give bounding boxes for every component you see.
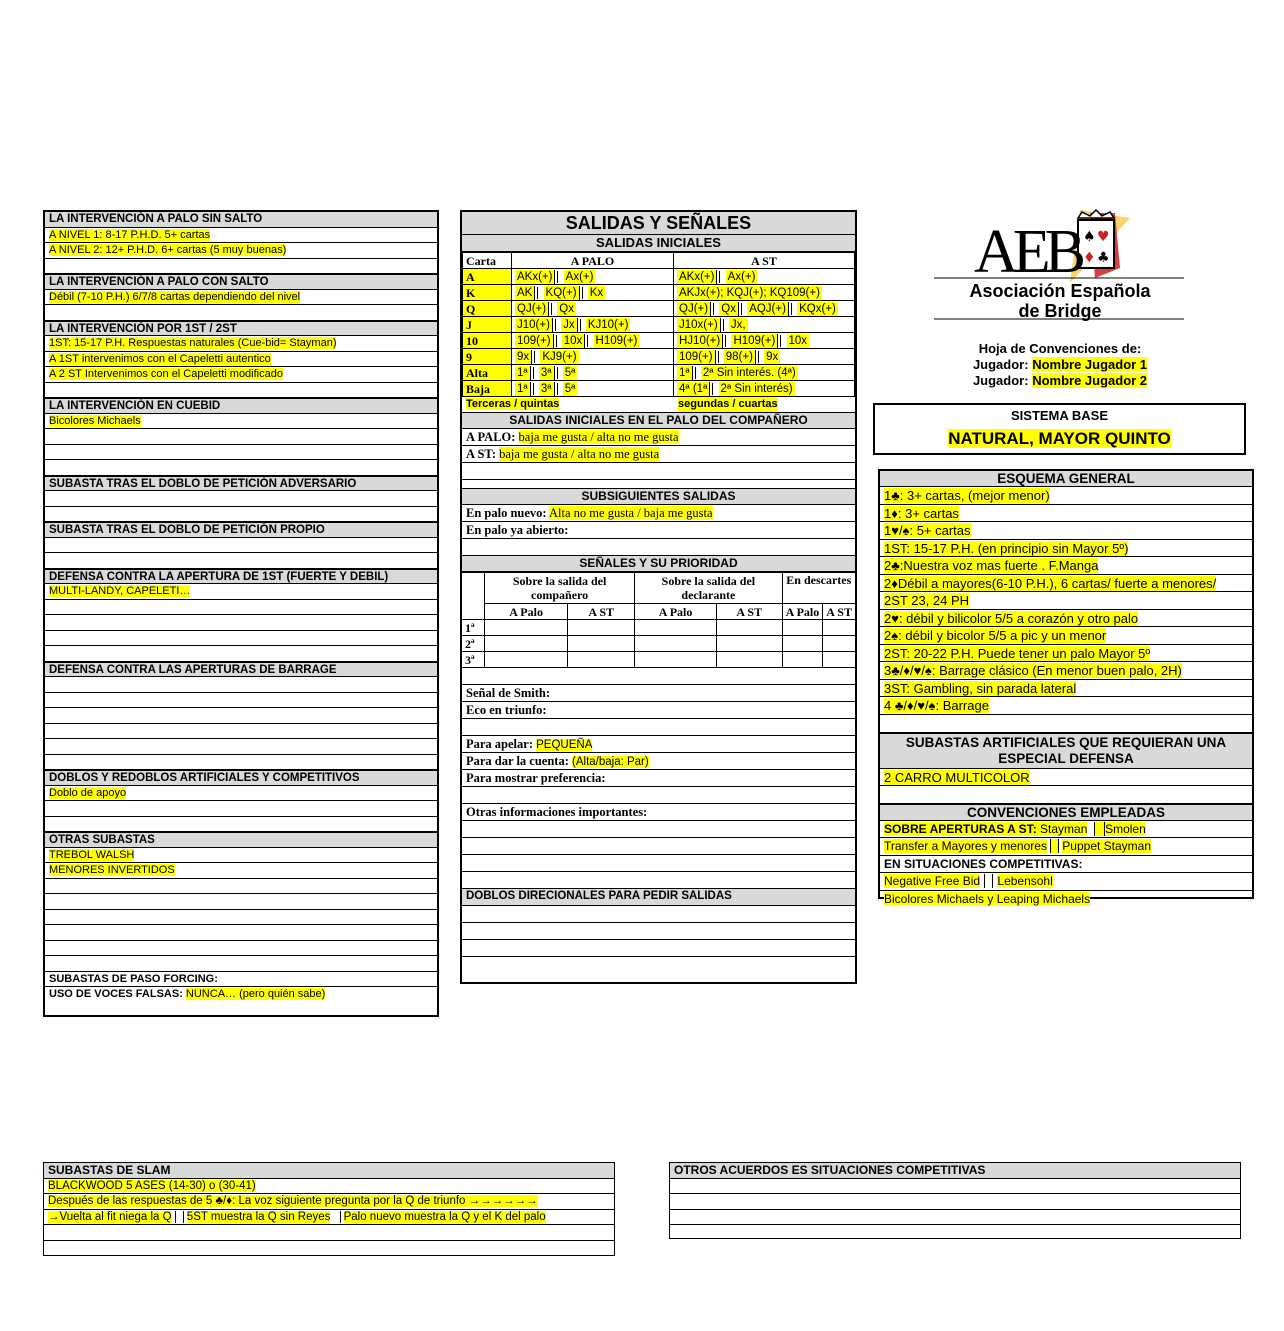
list-item: A NIVEL 1: 8-17 P.H.D. 5+ cartas (45, 228, 437, 244)
section-header: ESQUEMA GENERAL (880, 471, 1252, 487)
list-item: 2 CARRO MULTICOLOR (880, 769, 1252, 787)
otras-info-row: Otras informaciones importantes: (462, 804, 855, 821)
logo (930, 208, 1190, 328)
section-header: LA INTERVENCIÓN A PALO SIN SALTO (45, 212, 437, 228)
list-item: MULTI-LANDY, CAPELETI… (45, 584, 437, 600)
page-title: SALIDAS Y SEÑALES (462, 212, 855, 235)
section-header: SUBASTAS DE SLAM (44, 1163, 614, 1179)
list-item: 1♦: 3+ cartas (880, 505, 1252, 523)
competitivas-label: EN SITUACIONES COMPETITIVAS: (880, 856, 1252, 874)
table-row: J J10(+) Jx KJ10(+) J10x(+) Jx, (463, 317, 855, 333)
cuenta-row: Para dar la cuenta: (Alta/baja: Par) (462, 753, 855, 770)
svg-text:♦: ♦ (1083, 250, 1096, 266)
list-item: 1ST: 15-17 P.H. Respuestas naturales (Cue-bid= Stayman) (45, 336, 437, 352)
list-item: 4 ♣/♦/♥/♠: Barrage (880, 697, 1252, 715)
otros-acuerdos-box (669, 1162, 1241, 1239)
table-row: Alta 1ª 3ª 5ª 1ª 2ª Sin interés. (4ª) (463, 365, 855, 381)
list-item: Después de las respuestas de 5 ♣/♦: La voz siguiente pregunta por la Q de triunfo →→→→→→ (44, 1194, 614, 1210)
blank-row (45, 956, 437, 972)
section-header: OTROS ACUERDOS ES SITUACIONES COMPETITIVAS (670, 1163, 1240, 1179)
paso-forcing-label: SUBASTAS DE PASO FORCING: (45, 972, 437, 988)
blank-row (45, 553, 437, 569)
blank-row (45, 305, 437, 321)
blank-row (45, 491, 437, 507)
section-header: DEFENSA CONTRA LAS APERTURAS DE BARRAGE (45, 662, 437, 678)
sobre-st-row: SOBRE APERTURAS A ST: Stayman Smolen (880, 821, 1252, 839)
sistema-base-box: SISTEMA BASE NATURAL, MAYOR QUINTO (873, 403, 1246, 455)
a-st-row: A ST: baja me gusta / alta no me gusta (462, 446, 855, 463)
list-item: Doblo de apoyo (45, 786, 437, 802)
player-info: Hoja de Convenciones de: Jugador: Nombre Jugador 1 Jugador: Nombre Jugador 2 (972, 341, 1148, 388)
list-item: A NIVEL 2: 12+ P.H.D. 6+ cartas (5 muy buenas) (45, 243, 437, 259)
sig-header: Sobre la salida del compañero (485, 573, 635, 604)
table-row: Baja 1ª 3ª 5ª 4ª (1ª 2ª Sin interés) (463, 381, 855, 397)
blank-row (45, 941, 437, 957)
section-header: SALIDAS INICIALES EN EL PALO DEL COMPAÑERO (462, 413, 855, 429)
section-header: CONVENCIONES EMPLEADAS (880, 804, 1252, 821)
list-item: MENORES INVERTIDOS (45, 863, 437, 879)
slam-box (43, 1162, 615, 1256)
table-row: A AKx(+) Ax(+) AKx(+) Ax(+) (463, 269, 855, 285)
blank-row (45, 445, 437, 461)
blank-row (45, 646, 437, 662)
org-name: Asociación Española de Bridge (969, 281, 1151, 321)
blank-row (45, 383, 437, 399)
svg-text:♥: ♥ (1097, 229, 1110, 245)
palo-nuevo-row: En palo nuevo: Alta no me gusta / baja me gusta (462, 505, 855, 522)
list-item: BLACKWOOD 5 ASES (14-30) o (30-41) (44, 1179, 614, 1195)
col-header: A ST (674, 253, 855, 269)
competitivas-row: Negative Free Bid Lebensohl (880, 873, 1252, 891)
col-header: A PALO (512, 253, 674, 269)
blank-row (45, 801, 437, 817)
palo-abierto-row: En palo ya abierto: (462, 522, 855, 539)
section-header: SEÑALES Y SU PRIORIDAD (462, 556, 855, 572)
blank-row (462, 463, 855, 480)
list-item: Débil (7-10 P.H.) 6/7/8 cartas dependiendo del nivel (45, 290, 437, 306)
apelar-row: Para apelar: PEQUEÑA (462, 736, 855, 753)
blank-row (45, 925, 437, 941)
list-item: A 2 ST Intervenimos con el Capeletti modificado (45, 367, 437, 383)
blank-row (45, 879, 437, 895)
blank-row (45, 677, 437, 693)
blank-row (45, 817, 437, 833)
section-header: SUBASTA TRAS EL DOBLO DE PETICIÓN PROPIO (45, 522, 437, 538)
col-header: Carta (463, 253, 512, 269)
section-header: LA INTERVENCIÓN EN CUEBID (45, 398, 437, 414)
section-header: SALIDAS INICIALES (462, 235, 855, 252)
table-row: 10 109(+) 10x H109(+) HJ10(+) H109(+) 10x (463, 333, 855, 349)
blank-row (45, 615, 437, 631)
table-row: K AK KQ(+) Kx AKJx(+); KQJ(+); KQ109(+) (463, 285, 855, 301)
blank-row (45, 631, 437, 647)
section-header: LA INTERVENCIÓN A PALO CON SALTO (45, 274, 437, 290)
preferencia-row: Para mostrar preferencia: (462, 770, 855, 787)
list-item: 2ST 23, 24 PH (880, 592, 1252, 610)
section-header: LA INTERVENCIÓN POR 1ST / 2ST (45, 321, 437, 337)
blank-row (45, 755, 437, 771)
smith-row: Señal de Smith: (462, 685, 855, 702)
blank-row (45, 739, 437, 755)
blank-row (45, 693, 437, 709)
blank-row (45, 538, 437, 554)
salidas-table (462, 252, 855, 397)
voces-falsas-row: USO DE VOCES FALSAS: NUNCA… (pero quién sabe) (49, 988, 326, 1000)
list-item: 1ST: 15-17 P.H. (en principio sin Mayor 5º) (880, 540, 1252, 558)
section-header: DOBLOS Y REDOBLOS ARTIFICIALES Y COMPETITIVOS (45, 770, 437, 786)
list-item: 2♠: débil y bicolor 5/5 a pic y un menor (880, 627, 1252, 645)
section-header: SUBSIGUIENTES SALIDAS (462, 488, 855, 505)
section-header: SUBASTA TRAS EL DOBLO DE PETICIÓN ADVERSARIO (45, 476, 437, 492)
svg-text:♣: ♣ (1097, 250, 1110, 266)
blank-row (45, 910, 437, 926)
a-palo-row: A PALO: baja me gusta / alta no me gusta (462, 429, 855, 446)
left-column (43, 210, 439, 1017)
list-item: 2♦Débil a mayores(6-10 P.H.), 6 cartas/ fuerte a menores/ (880, 575, 1252, 593)
list-item: 1♥/♠: 5+ cartas (880, 522, 1252, 540)
blank-row (45, 507, 437, 523)
section-header: DOBLOS DIRECIONALES PARA PEDIR SALIDAS (462, 889, 855, 906)
transfer-row: Transfer a Mayores y menores Puppet Stayman (880, 838, 1252, 856)
middle-column (460, 210, 857, 984)
eco-row: Eco en triunfo: (462, 702, 855, 719)
leaping-row: Bicolores Michaels y Leaping Michaels (884, 891, 1091, 906)
blank-row (45, 429, 437, 445)
list-item: TREBOL WALSH (45, 848, 437, 864)
blank-row (45, 460, 437, 476)
blank-row (45, 259, 437, 275)
svg-text:AEB: AEB (974, 218, 1080, 286)
esquema-box (878, 469, 1254, 906)
svg-text:♠: ♠ (1083, 229, 1096, 245)
list-item: Bicolores Michaels (45, 414, 437, 430)
list-item: →Vuelta al fit niega la Q 5ST muestra la Q sin Reyes Palo nuevo muestra la Q y el K del palo (44, 1210, 614, 1226)
table-row: 9 9x KJ9(+) 109(+) 98(+) 9x (463, 349, 855, 365)
blank-row (45, 724, 437, 740)
section-header: SUBASTAS ARTIFICIALES QUE REQUIERAN UNA ESPECIAL DEFENSA (880, 733, 1252, 769)
list-item: 2♥: débil y bilicolor 5/5 a corazón y otro palo (880, 610, 1252, 628)
list-item: 3ST: Gambling, sin parada lateral (880, 680, 1252, 698)
list-item: 3♣/♦/♥/♠: Barrage clásico (En menor buen palo, 2H) (880, 662, 1252, 680)
terceras-row: Terceras / quintas segundas / cuartas (462, 397, 855, 413)
section-header: DEFENSA CONTRA LA APERTURA DE 1ST (FUERTE Y DEBIL) (45, 569, 437, 585)
blank-row (45, 894, 437, 910)
blank-row (462, 539, 855, 556)
sig-header: En descartes (782, 573, 855, 604)
list-item: 2♣:Nuestra voz mas fuerte . F.Manga (880, 557, 1252, 575)
section-header: OTRAS SUBASTAS (45, 832, 437, 848)
list-item: A 1ST intervenimos con el Capeletti autentico (45, 352, 437, 368)
blank-row (45, 600, 437, 616)
sig-header: Sobre la salida del declarante (635, 573, 782, 604)
table-row: Q QJ(+) Qx QJ(+) Qx AQJ(+) KQx(+) (463, 301, 855, 317)
list-item: 2ST: 20-22 P.H. Puede tener un palo Mayor 5º (880, 645, 1252, 663)
blank-row (45, 708, 437, 724)
sistema-base-value: NATURAL, MAYOR QUINTO (948, 429, 1171, 448)
senales-table: Sobre la salida del compañero Sobre la salida del declarante En descartes A Palo A ST A Palo A ST A Palo A ST 1ª 2ª 3ª (462, 572, 855, 668)
list-item: 1♣: 3+ cartas, (mejor menor) (880, 487, 1252, 505)
